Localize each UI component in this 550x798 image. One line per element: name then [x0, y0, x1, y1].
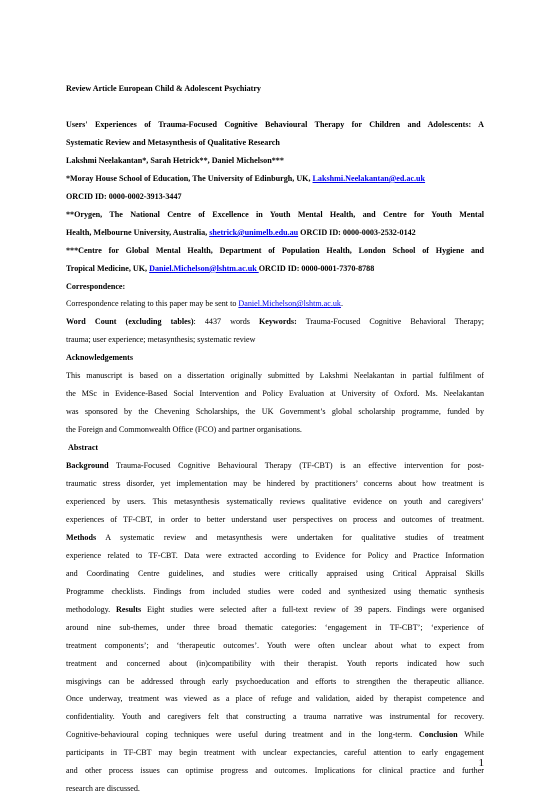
affiliation-2-line-1: **Orygen, The National Centre of Excellence in Youth Mental Health, and Centre for Youth Mental: [66, 209, 484, 219]
acknowledgements-heading: Acknowledgements: [66, 353, 133, 363]
affiliation-1: *Moray House School of Education, The University of Edinburgh, UK, Lakshmi.Neelakantan@ed.ac.uk: [66, 173, 426, 183]
abstract-line-18: and other process issues can optimise progress and outcomes. Implications for clinical practice and further: [66, 766, 484, 776]
abstract-line-19: research are discussed.: [66, 784, 140, 794]
correspondence-heading: Correspondence:: [66, 281, 126, 291]
keywords-line-2: trauma; user experience; metasynthesis; systematic review: [66, 335, 256, 345]
abstract-heading: Abstract: [68, 443, 99, 453]
abstract-line-12: treatment and concerned about (in)compatibility with their therapist. Youth reports indicated how such: [66, 658, 484, 668]
orcid-1: ORCID ID: 0000-0002-3913-3447: [66, 191, 182, 201]
abstract-line-6: experience related to TF-CBT. Data were extracted according to Evidence for Policy and Practice Information: [66, 550, 484, 560]
page-number: 1: [478, 757, 484, 769]
abstract-line-5: Methods A systematic review and metasynthesis were undertaken for qualitative studies of treatment: [66, 532, 484, 542]
word-count-line: Word Count (excluding tables): 4437 words Keywords: Trauma-Focused Cognitive Behavioral Therapy;: [66, 317, 484, 327]
abstract-line-16: Cognitive-behavioural coping techniques were useful during treatment and in the long-term. Conclusion While: [66, 730, 485, 740]
email-link-hetrick[interactable]: shetrick@unimelb.edu.au: [209, 227, 299, 237]
abstract-line-11: treatment components’; and ‘therapeutic outcomes’. Youth were often unclear about what to expect from: [66, 640, 484, 650]
affiliation-3-line-1: ***Centre for Global Mental Health, Department of Population Health, London School of Hygiene and: [66, 245, 484, 255]
abstract-line-7: and Coordinating Centre guidelines, and studies were critically appraised using Critical Appraisal Skills: [66, 568, 484, 578]
abstract-line-4: experiences of TF-CBT, in order to better understand user perspectives on process and outcomes of treatment.: [66, 514, 484, 524]
abstract-line-3: experienced by users. This metasynthesis systematically reviews qualitative evidence on youth and caregivers’: [66, 496, 484, 506]
acknowledgements-line-4: the Foreign and Commonwealth Office (FCO) and partner organisations.: [66, 425, 302, 435]
abstract-line-17: participants in TF-CBT may begin treatment with unclear expectancies, careful attention to early engagement: [66, 748, 484, 758]
abstract-line-1: Background Trauma-Focused Cognitive Behavioural Therapy (TF-CBT) is an effective intervention for post-: [66, 461, 484, 471]
abstract-line-9: methodology. Results Eight studies were selected after a full-text review of 39 papers. Findings were organised: [66, 604, 485, 614]
correspondence-text: Correspondence relating to this paper may be sent to Daniel.Michelson@lshtm.ac.uk.: [66, 299, 343, 309]
authors: Lakshmi Neelakantan*, Sarah Hetrick**, Daniel Michelson***: [66, 155, 284, 165]
email-link-neelakantan[interactable]: Lakshmi.Neelakantan@ed.ac.uk: [312, 173, 426, 183]
title-line-2: Systematic Review and Metasynthesis of Qualitative Research: [66, 137, 280, 147]
acknowledgements-line-1: This manuscript is based on a dissertation originally submitted by Lakshmi Neelakantan in partial fulfilment of: [66, 371, 484, 381]
title-line-1: Users' Experiences of Trauma-Focused Cognitive Behavioural Therapy for Children and Adolescents: A: [66, 119, 484, 129]
affiliation-2-line-2: Health, Melbourne University, Australia, shetrick@unimelb.edu.au ORCID ID: 0000-0003-2532-0142: [66, 227, 416, 237]
abstract-line-13: misgivings can be addressed through early psychoeducation and efforts to strengthen the therapeutic alliance.: [66, 676, 484, 686]
abstract-line-2: traumatic stress disorder, yet implementation may be hindered by practitioners’ concerns about how treatment is: [66, 479, 484, 489]
acknowledgements-line-2: the MSc in Evidence-Based Social Intervention and Policy Evaluation at University of Oxford. Ms. Neelakantan: [66, 389, 484, 399]
affiliation-3-line-2: Tropical Medicine, UK, Daniel.Michelson@lshtm.ac.uk ORCID ID: 0000-0001-7370-8788: [66, 263, 375, 273]
abstract-line-10: around nine sub-themes, under three broad thematic categories: ‘engagement in TF-CBT’; ‘experience of: [66, 622, 484, 632]
article-type: Review Article European Child & Adolescent Psychiatry: [66, 84, 261, 93]
acknowledgements-line-3: was sponsored by the Chevening Scholarships, the UK Government’s global scholarship programme, funded by: [66, 407, 484, 417]
abstract-line-15: confidentiality. Youth and caregivers felt that constructing a trauma narrative was instrumental for recovery.: [66, 712, 484, 722]
email-link-michelson[interactable]: Daniel.Michelson@lshtm.ac.uk: [149, 263, 259, 273]
manuscript-page: [66, 80, 484, 798]
abstract-line-8: Programme checklists. Findings from included studies were coded and synthesized using thematic synthesis: [66, 586, 484, 596]
abstract-line-14: Once underway, treatment was viewed as a place of refuge and validation, aided by therapist competence and: [66, 694, 484, 704]
email-link-correspondence[interactable]: Daniel.Michelson@lshtm.ac.uk: [238, 299, 341, 309]
